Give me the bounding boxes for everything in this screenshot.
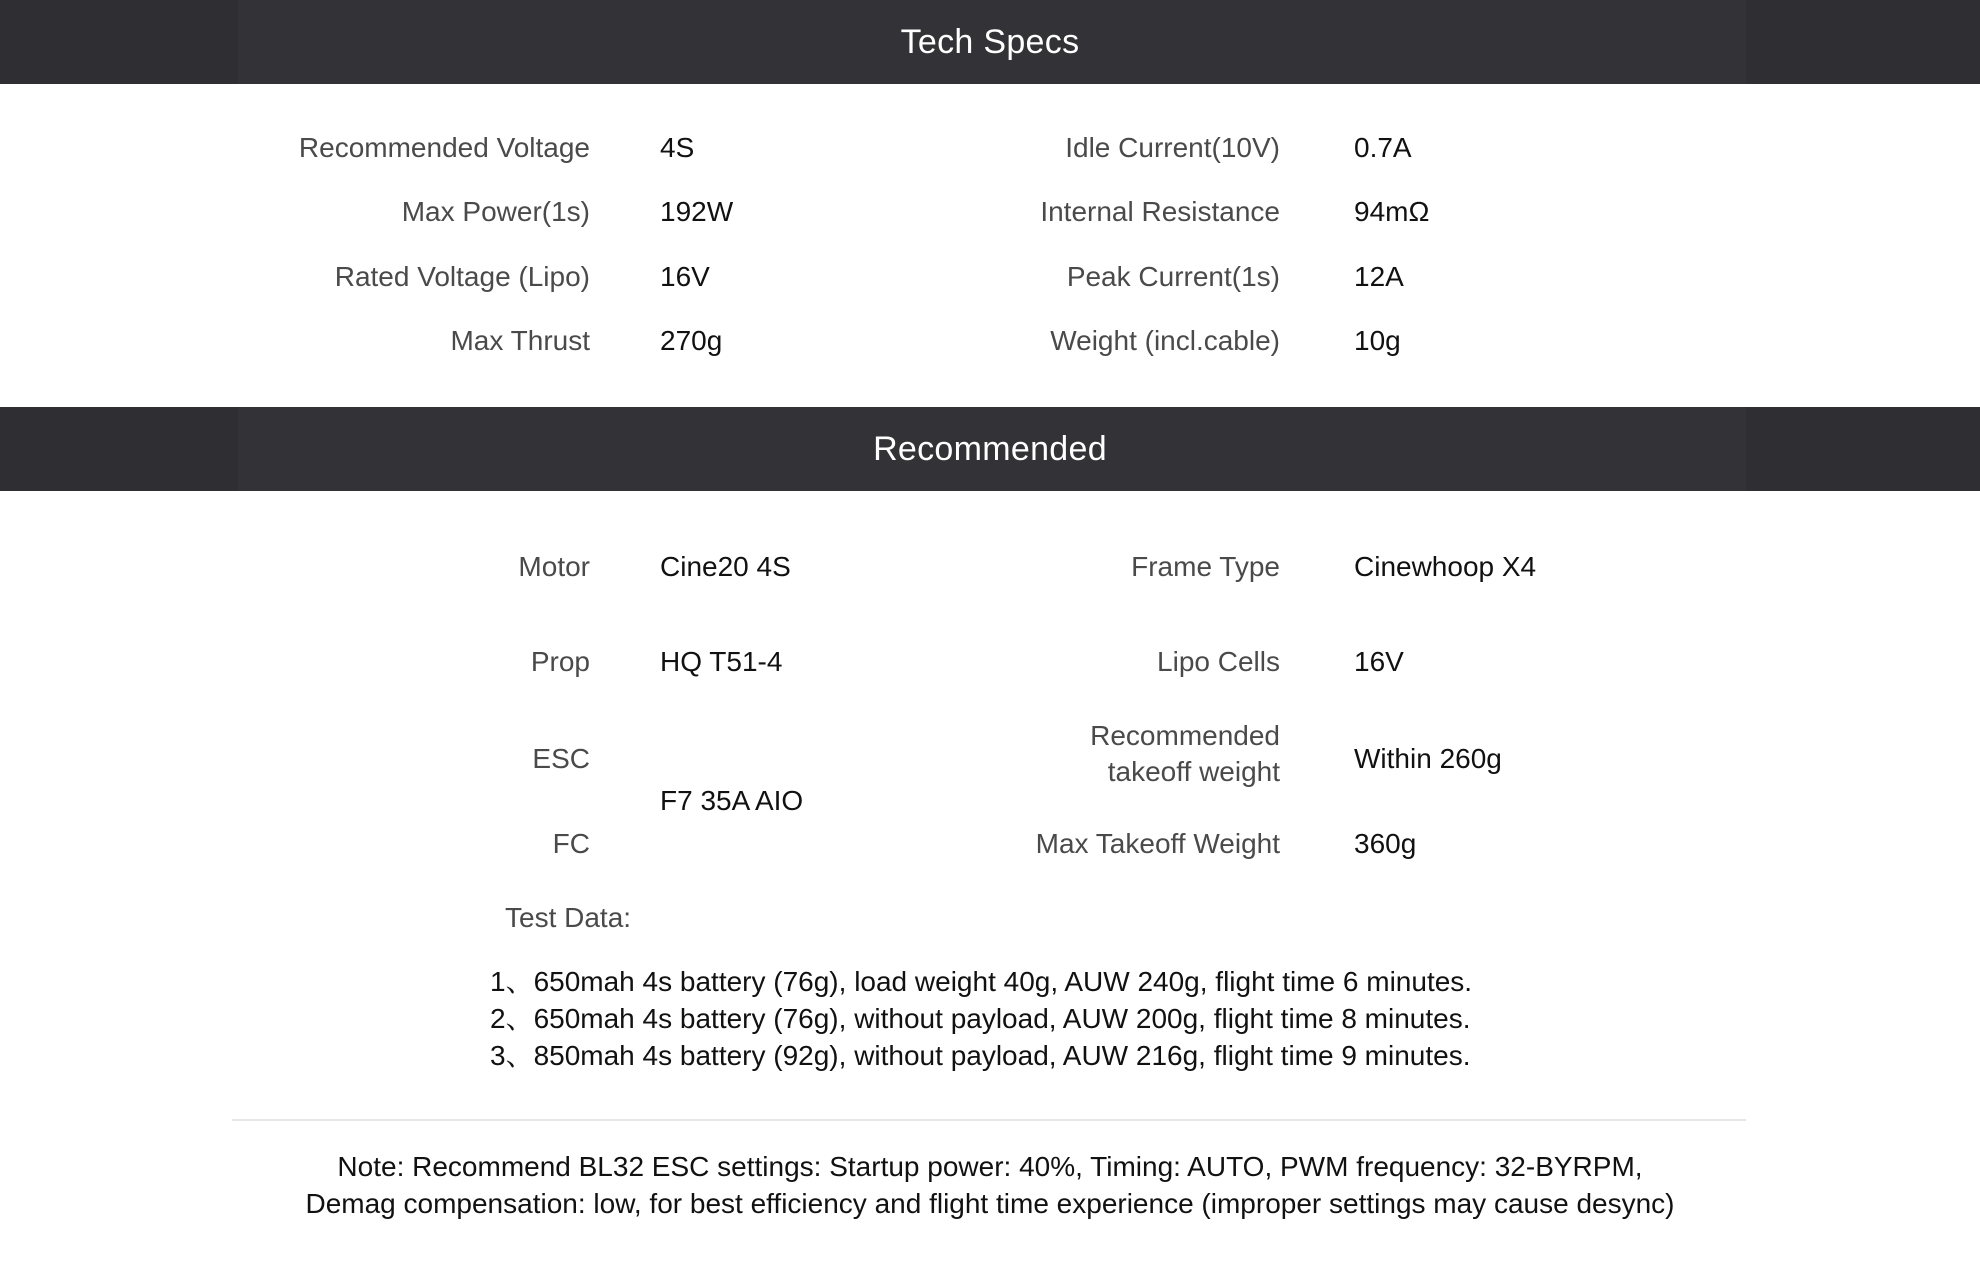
motor-value: Cine20 4S — [660, 551, 791, 582]
spec-label: Rated Voltage (Lipo) — [334, 261, 590, 292]
esc-settings-note — [0, 1148, 1980, 1222]
spec-label: Max Thrust — [450, 325, 590, 356]
tech-specs-title: Tech Specs — [900, 22, 1080, 61]
spec-label: Recommended Voltage — [298, 132, 590, 163]
note-line: Note: Recommend BL32 ESC settings: Startup power: 40%, Timing: AUTO, PWM frequency: 32-BYRPM, — [337, 1151, 1643, 1182]
divider — [232, 1119, 1746, 1121]
motor-label: Motor — [518, 551, 590, 582]
test-data-title: Test Data: — [505, 902, 632, 933]
takeoff-weight-value: Within 260g — [1354, 743, 1502, 774]
tech-specs-header — [0, 0, 1980, 84]
spec-value: 16V — [660, 261, 710, 292]
recommended-header — [0, 407, 1980, 491]
fc-label: FC — [552, 828, 590, 859]
list-item: 3、850mah 4s battery (92g), without payload, AUW 216g, flight time 9 minutes. — [490, 1040, 1471, 1071]
esc-fc-value: F7 35A AIO — [660, 785, 804, 816]
max-takeoff-value: 360g — [1354, 828, 1417, 859]
list-item: 1、650mah 4s battery (76g), load weight 40g, AUW 240g, flight time 6 minutes. — [490, 966, 1473, 997]
lipo-cells-label: Lipo Cells — [1157, 646, 1280, 677]
list-item: 2、650mah 4s battery (76g), without payload, AUW 200g, flight time 8 minutes. — [490, 1003, 1471, 1034]
spec-value: 4S — [660, 132, 695, 163]
takeoff-weight-label: Recommended takeoff weight — [1090, 720, 1280, 788]
spec-value: 0.7A — [1354, 132, 1412, 163]
spec-value: 10g — [1354, 325, 1401, 356]
recommended-title: Recommended — [873, 429, 1107, 468]
frame-type-value: Cinewhoop X4 — [1354, 551, 1537, 582]
max-takeoff-label: Max Takeoff Weight — [1035, 828, 1280, 859]
esc-label: ESC — [532, 743, 590, 774]
spec-label: Idle Current(10V) — [1065, 132, 1280, 163]
spec-value: 192W — [660, 196, 734, 227]
spec-label: Weight (incl.cable) — [1050, 325, 1280, 356]
lipo-cells-value: 16V — [1354, 646, 1404, 677]
spec-value: 12A — [1354, 261, 1404, 292]
spec-label: Internal Resistance — [1040, 196, 1280, 227]
spec-label: Peak Current(1s) — [1066, 261, 1280, 292]
frame-type-label: Frame Type — [1131, 551, 1280, 582]
test-data-list — [490, 963, 1472, 1074]
spec-value: 270g — [660, 325, 723, 356]
prop-value: HQ T51-4 — [660, 646, 783, 677]
prop-label: Prop — [530, 646, 590, 677]
spec-value: 94mΩ — [1354, 196, 1430, 227]
spec-label: Max Power(1s) — [401, 196, 590, 227]
note-line: Demag compensation: low, for best efficiency and flight time experience (improper settings may cause desync) — [305, 1188, 1675, 1219]
